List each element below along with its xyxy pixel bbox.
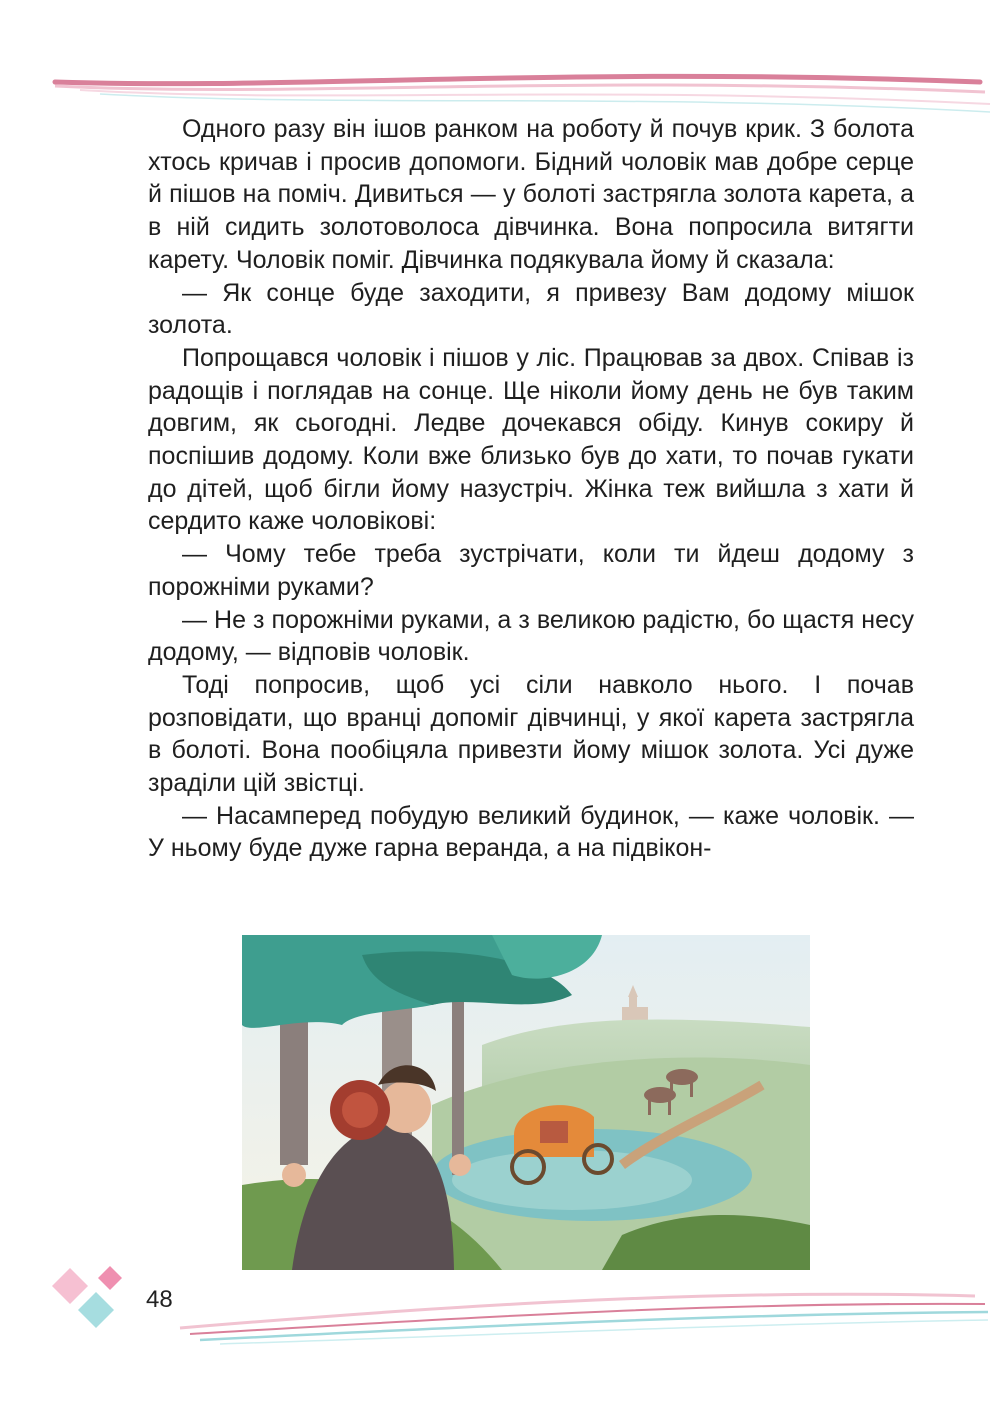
paragraph-3: Попрощався чоловік і пішов у ліс. Працював за двох. Співав із радощів і поглядав на сонце. Ще ніколи йому день не був таким довгим, як сьогодні. Ледве дочекався обіду. Кинув сокиру й поспішив додому. Коли вже близько був до хати, то почав гукати до дітей, щоб бігли йому назустріч. Жінка теж вийшла з хати й сердито каже чоловікові: (148, 343, 914, 536)
paragraph-5: — Не з порожніми руками, а з великою радістю, бо щастя несу додому, — відповів чоловік. (148, 605, 914, 667)
paragraph-7: — Насамперед побудую великий будинок, — каже чоловік. — У ньому буде дуже гарна веранда, а на підвікон- (148, 801, 914, 863)
paragraph-4: — Чому тебе треба зустрічати, коли ти йдеш додому з порожніми руками? (148, 540, 914, 601)
paragraph-6: Тоді попросив, щоб усі сіли навколо нього. І почав розповідати, що вранці допоміг дівчинці, у якої карета застрягла в болоті. Вона пообіцяла привезти йому мішок золота. Усі дуже зраділи цій звістці. (148, 670, 914, 798)
paragraph-1: Одного разу він ішов ранком на роботу й почув крик. З болота хтось кричав і просив допомоги. Бідний чоловік мав добре серце й пішов на поміч. Дивиться — у болоті застрягла золота карета, а в ній сидить золотоволоса дівчинка. Вона попросила витягти карету. Чоловік поміг. Дівчинка подякувала йому й сказала: (148, 115, 914, 274)
paragraph-2: — Як сонце буде заходити, я привезу Вам додому мішок золота. (148, 278, 914, 340)
page-number: 48 (146, 1286, 173, 1313)
bottom-decorative-swoosh (0, 1270, 992, 1350)
story-illustration (242, 935, 810, 1270)
story-text (148, 113, 914, 865)
